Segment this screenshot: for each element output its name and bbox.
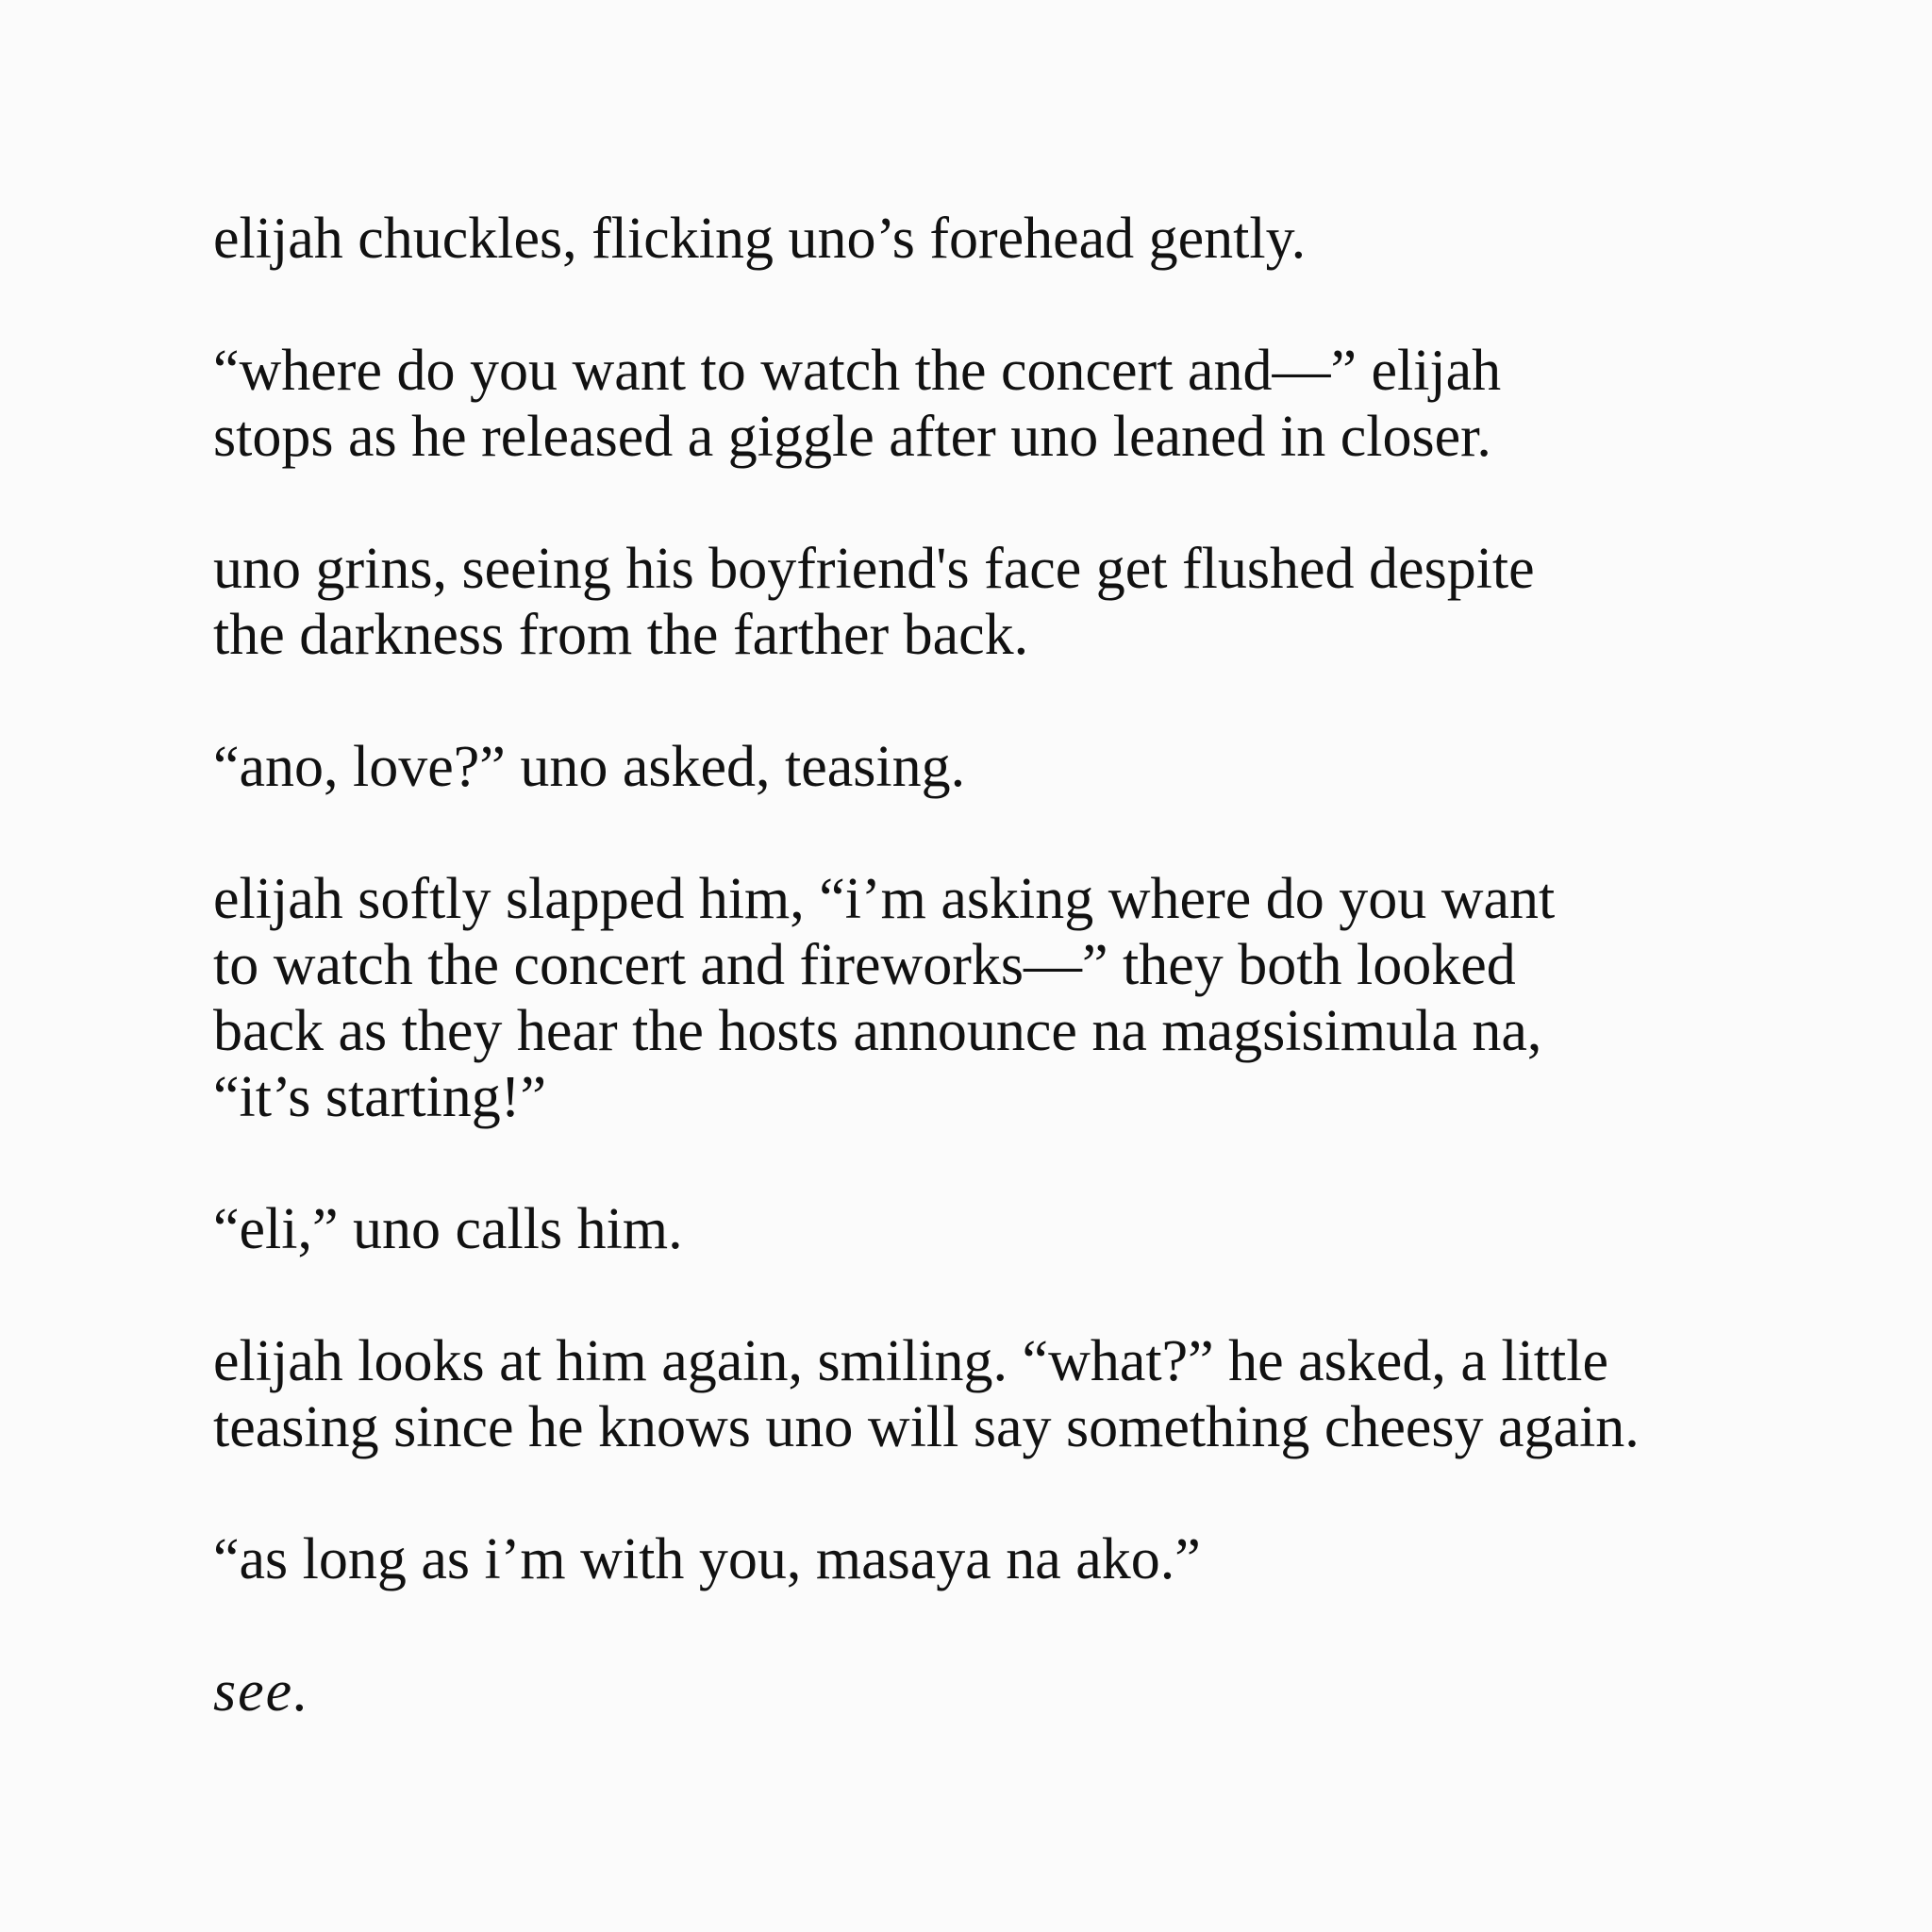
paragraph-9 — [213, 1658, 1760, 1724]
text-line: teasing since he knows uno will say something cheesy again. — [213, 1395, 1640, 1459]
text-line: “where do you want to watch the concert and—” elijah — [213, 339, 1502, 403]
text-line: stops as he released a giggle after uno leaned in closer. — [213, 405, 1491, 469]
text-line: elijah looks at him again, smiling. “what?” he asked, a little — [213, 1329, 1608, 1393]
text-line: elijah softly slapped him, “i’m asking where do you want — [213, 867, 1556, 931]
paragraph-4 — [213, 734, 1760, 800]
paragraph-6 — [213, 1196, 1760, 1262]
paragraph-3 — [213, 536, 1760, 668]
paragraph-8 — [213, 1526, 1760, 1592]
paragraph-1 — [213, 206, 1760, 272]
text-line: “it’s starting!” — [213, 1065, 546, 1129]
text-line: “eli,” uno calls him. — [213, 1197, 683, 1261]
text-line: the darkness from the farther back. — [213, 603, 1029, 667]
text-line: to watch the concert and fireworks—” they both looked — [213, 933, 1516, 997]
text-line: back as they hear the hosts announce na magsisimula na, — [213, 999, 1542, 1063]
paragraph-2 — [213, 338, 1760, 470]
text-line: “as long as i’m with you, masaya na ako.” — [213, 1527, 1201, 1591]
paragraph-7 — [213, 1328, 1760, 1460]
story-text — [213, 206, 1760, 1724]
paragraph-5 — [213, 866, 1760, 1130]
text-line: elijah chuckles, flicking uno’s forehead gently. — [213, 207, 1307, 271]
text-line: “ano, love?” uno asked, teasing. — [213, 735, 966, 799]
text-line: uno grins, seeing his boyfriend's face get flushed despite — [213, 537, 1535, 601]
closing-word: see. — [213, 1659, 310, 1724]
